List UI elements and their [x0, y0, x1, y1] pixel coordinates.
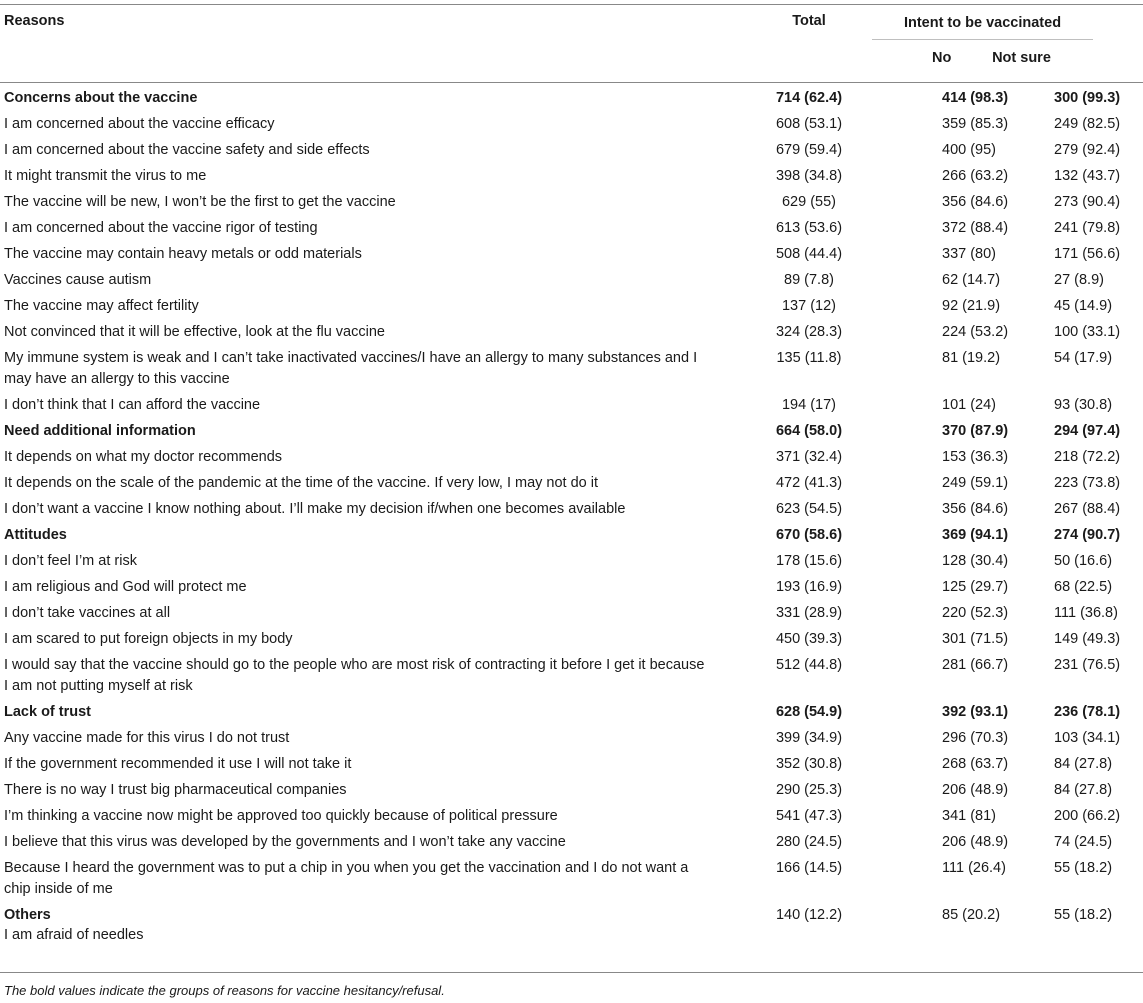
no-cell: 153 (36.3) [942, 449, 1009, 465]
no-cell: 356 (84.6) [942, 194, 1009, 210]
table-row [0, 137, 1143, 163]
reason-cell: I am concerned about the vaccine safety and side effects [4, 142, 370, 158]
header-intent [872, 4, 1143, 40]
total-cell: 137 (12) [781, 298, 836, 314]
not-sure-cell: 149 (49.3) [1054, 631, 1121, 647]
table-row [0, 241, 1143, 267]
bottom-rule [0, 972, 1143, 973]
total-cell: 135 (11.8) [776, 350, 842, 366]
reasons-table [0, 4, 1143, 947]
total-cell: 89 (7.8) [784, 272, 834, 288]
header-reasons: Reasons [4, 13, 65, 29]
table-row [0, 725, 1143, 751]
reason-cell: I believe that this virus was developed by the governments and I won’t take any vaccine [4, 834, 566, 850]
reason-cell: I don’t take vaccines at all [4, 605, 171, 621]
table-row [0, 444, 1143, 470]
reason-cell: If the government recommended it use I will not take it [4, 756, 352, 772]
total-cell: 623 (54.5) [775, 501, 843, 517]
not-sure-cell: 171 (56.6) [1054, 246, 1121, 262]
not-sure-cell: 231 (76.5) [1054, 657, 1121, 673]
total-cell: 399 (34.9) [775, 730, 843, 746]
reason-cell: I would say that the vaccine should go to the people who are most risk of contracting it before I get it because I am not putting myself at risk [4, 657, 705, 694]
total-cell: 508 (44.4) [775, 246, 843, 262]
table-row [0, 267, 1143, 293]
table-row [0, 829, 1143, 855]
not-sure-cell: 84 (27.8) [1054, 756, 1113, 772]
not-sure-cell: 100 (33.1) [1054, 324, 1121, 340]
table-row [0, 163, 1143, 189]
no-cell: 392 (93.1) [942, 704, 1009, 720]
not-sure-cell: 27 (8.9) [1054, 272, 1104, 288]
no-cell: 266 (63.2) [942, 168, 1009, 184]
table-row [0, 626, 1143, 652]
total-cell: 664 (58.0) [775, 423, 843, 439]
total-cell: 140 (12.2) [775, 907, 843, 923]
not-sure-cell: 241 (79.8) [1054, 220, 1121, 236]
reason-cell: There is no way I trust big pharmaceutical companies [4, 782, 347, 798]
table-row [0, 652, 1143, 699]
reason-cell: Vaccines cause autism [4, 272, 152, 288]
reason-cell: I don’t think that I can afford the vaccine [4, 397, 261, 413]
not-sure-cell: 274 (90.7) [1054, 527, 1121, 543]
total-cell: 608 (53.1) [775, 116, 843, 132]
total-cell: 714 (62.4) [775, 90, 843, 106]
reason-cell: Need additional information [4, 423, 196, 439]
total-cell: 371 (32.4) [775, 449, 843, 465]
table-footnote: The bold values indicate the groups of reasons for vaccine hesitancy/refusal. [4, 983, 445, 998]
not-sure-cell: 93 (30.8) [1054, 397, 1113, 413]
not-sure-cell: 273 (90.4) [1054, 194, 1121, 210]
no-cell: 220 (52.3) [942, 605, 1009, 621]
table-row [0, 345, 1143, 392]
not-sure-cell: 267 (88.4) [1054, 501, 1121, 517]
others-group-label: Others [4, 907, 51, 923]
not-sure-cell: 54 (17.9) [1054, 350, 1113, 366]
header-total: Total [792, 13, 826, 29]
no-cell: 337 (80) [942, 246, 997, 262]
no-cell: 249 (59.1) [942, 475, 1009, 491]
table-row [0, 548, 1143, 574]
no-cell: 341 (81) [942, 808, 997, 824]
total-cell: 166 (14.5) [775, 860, 843, 876]
total-cell: 193 (16.9) [775, 579, 843, 595]
no-cell: 369 (94.1) [942, 527, 1009, 543]
no-cell: 81 (19.2) [942, 350, 1001, 366]
not-sure-cell: 200 (66.2) [1054, 808, 1121, 824]
header-not-sure: Not sure [992, 50, 1051, 66]
table-row [0, 751, 1143, 777]
not-sure-cell: 50 (16.6) [1054, 553, 1113, 569]
total-cell: 280 (24.5) [775, 834, 843, 850]
reason-cell [0, 902, 706, 947]
group-row [0, 418, 1143, 444]
no-cell: 206 (48.9) [942, 782, 1009, 798]
no-cell: 111 (26.4) [942, 860, 1006, 876]
not-sure-cell: 223 (73.8) [1054, 475, 1121, 491]
reason-cell: Any vaccine made for this virus I do not trust [4, 730, 290, 746]
total-cell: 472 (41.3) [775, 475, 843, 491]
not-sure-cell: 45 (14.9) [1054, 298, 1113, 314]
reason-cell: Lack of trust [4, 704, 92, 720]
total-cell: 450 (39.3) [775, 631, 843, 647]
reason-cell: Concerns about the vaccine [4, 90, 198, 106]
table-row [0, 600, 1143, 626]
reason-cell: The vaccine may affect fertility [4, 298, 199, 314]
no-cell: 128 (30.4) [942, 553, 1009, 569]
no-cell: 268 (63.7) [942, 756, 1009, 772]
no-cell: 101 (24) [942, 397, 997, 413]
not-sure-cell: 279 (92.4) [1054, 142, 1121, 158]
no-cell: 400 (95) [942, 142, 997, 158]
reason-cell: I don’t want a vaccine I know nothing about. I’ll make my decision if/when one becomes available [4, 501, 626, 517]
total-cell: 331 (28.9) [775, 605, 843, 621]
no-cell: 281 (66.7) [942, 657, 1009, 673]
table-row [0, 470, 1143, 496]
reason-cell: I am religious and God will protect me [4, 579, 247, 595]
reason-cell: I am scared to put foreign objects in my body [4, 631, 293, 647]
total-cell: 178 (15.6) [775, 553, 843, 569]
reason-cell: Not convinced that it will be effective, look at the flu vaccine [4, 324, 385, 340]
total-cell: 629 (55) [781, 194, 836, 210]
reason-cell: I’m thinking a vaccine now might be approved too quickly because of political pressure [4, 808, 558, 824]
not-sure-cell: 111 (36.8) [1054, 605, 1118, 621]
no-cell: 224 (53.2) [942, 324, 1009, 340]
no-cell: 372 (88.4) [942, 220, 1009, 236]
reason-cell: It depends on the scale of the pandemic at the time of the vaccine. If very low, I may not do it [4, 475, 599, 491]
table-row [0, 855, 1143, 902]
total-cell: 541 (47.3) [775, 808, 843, 824]
reason-cell: It might transmit the virus to me [4, 168, 207, 184]
reason-cell: I don’t feel I’m at risk [4, 553, 137, 569]
others-row [0, 902, 1143, 947]
table-row [0, 215, 1143, 241]
not-sure-cell: 300 (99.3) [1054, 90, 1121, 106]
table-row [0, 319, 1143, 345]
not-sure-cell: 132 (43.7) [1054, 168, 1121, 184]
total-cell: 194 (17) [781, 397, 836, 413]
total-cell: 679 (59.4) [775, 142, 843, 158]
total-cell: 324 (28.3) [775, 324, 843, 340]
table-row [0, 293, 1143, 319]
total-cell: 398 (34.8) [775, 168, 843, 184]
table-body [0, 76, 1143, 947]
group-row [0, 76, 1143, 111]
no-cell: 85 (20.2) [942, 907, 1001, 923]
header-intent-label: Intent to be vaccinated [872, 5, 1093, 40]
not-sure-cell: 68 (22.5) [1054, 579, 1113, 595]
not-sure-cell: 55 (18.2) [1054, 907, 1113, 923]
no-cell: 62 (14.7) [942, 272, 1001, 288]
reason-cell: I am concerned about the vaccine rigor of testing [4, 220, 318, 236]
group-row [0, 522, 1143, 548]
reason-cell: Because I heard the government was to put a chip in you when you get the vaccination and I do not want a chip inside of me [4, 860, 689, 897]
header-no: No [932, 50, 952, 66]
reason-cell: I am concerned about the vaccine efficacy [4, 116, 275, 132]
total-cell: 290 (25.3) [775, 782, 843, 798]
not-sure-cell: 294 (97.4) [1054, 423, 1121, 439]
no-cell: 92 (21.9) [942, 298, 1001, 314]
table-row [0, 392, 1143, 418]
table-row [0, 574, 1143, 600]
reason-cell: It depends on what my doctor recommends [4, 449, 283, 465]
no-cell: 356 (84.6) [942, 501, 1009, 517]
total-cell: 670 (58.6) [775, 527, 843, 543]
no-cell: 125 (29.7) [942, 579, 1009, 595]
table-row [0, 111, 1143, 137]
table-row [0, 777, 1143, 803]
total-cell: 628 (54.9) [775, 704, 843, 720]
no-cell: 370 (87.9) [942, 423, 1009, 439]
not-sure-cell: 218 (72.2) [1054, 449, 1121, 465]
total-cell: 512 (44.8) [775, 657, 843, 673]
reason-cell: My immune system is weak and I can’t take inactivated vaccines/I have an allergy to many substances and I may have an allergy to this vaccine [4, 350, 698, 387]
no-cell: 359 (85.3) [942, 116, 1009, 132]
not-sure-cell: 74 (24.5) [1054, 834, 1113, 850]
table-row [0, 803, 1143, 829]
no-cell: 296 (70.3) [942, 730, 1009, 746]
no-cell: 414 (98.3) [942, 90, 1009, 106]
others-item: I am afraid of needles [4, 927, 144, 943]
table-row [0, 189, 1143, 215]
reason-cell: Attitudes [4, 527, 67, 543]
not-sure-cell: 55 (18.2) [1054, 860, 1113, 876]
not-sure-cell: 236 (78.1) [1054, 704, 1121, 720]
no-cell: 301 (71.5) [942, 631, 1009, 647]
reason-cell: The vaccine will be new, I won’t be the first to get the vaccine [4, 194, 396, 210]
reason-cell: The vaccine may contain heavy metals or odd materials [4, 246, 362, 262]
no-cell: 206 (48.9) [942, 834, 1009, 850]
group-row [0, 699, 1143, 725]
total-cell: 352 (30.8) [775, 756, 843, 772]
total-cell: 613 (53.6) [775, 220, 843, 236]
not-sure-cell: 103 (34.1) [1054, 730, 1121, 746]
not-sure-cell: 249 (82.5) [1054, 116, 1121, 132]
not-sure-cell: 84 (27.8) [1054, 782, 1113, 798]
table-row [0, 496, 1143, 522]
